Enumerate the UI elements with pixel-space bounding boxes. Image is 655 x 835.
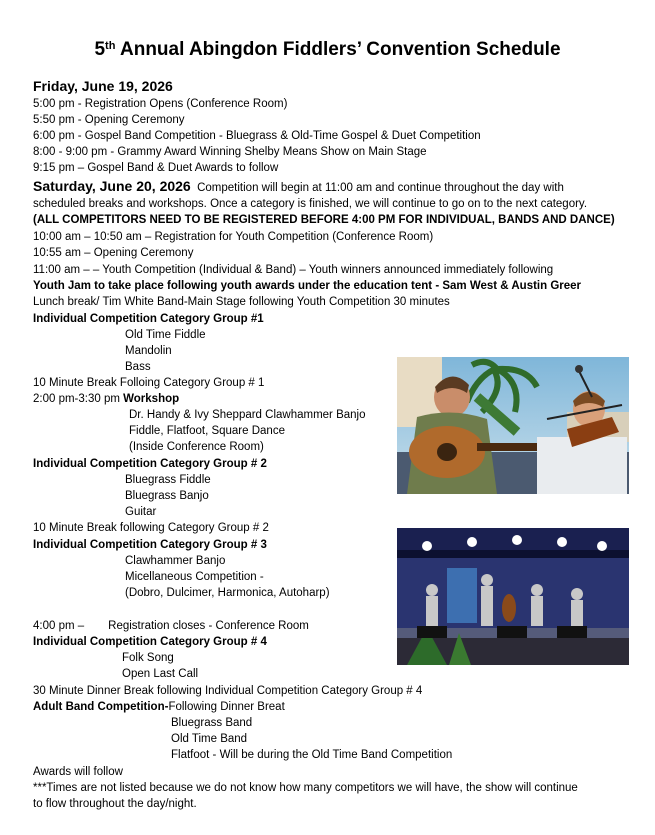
jam-session-photo (397, 357, 629, 494)
footnote-cont: to flow throughout the day/night. (33, 798, 197, 810)
group2-heading: Individual Competition Category Group # 2 (33, 458, 267, 470)
workshop-item: Dr. Handy & Ivy Sheppard Clawhammer Banjo (129, 409, 366, 421)
dinner-break: 30 Minute Dinner Break following Individual Competition Category Group # 4 (33, 685, 423, 697)
youth-competition: 11:00 am – – Youth Competition (Individual & Band) – Youth winners announced immediately following (33, 264, 554, 276)
friday-heading: Friday, June 19, 2026 (33, 78, 173, 94)
lunch-break: Lunch break/ Tim White Band-Main Stage following Youth Competition 30 minutes (33, 296, 450, 308)
saturday-intro: Competition will begin at 11:00 am and continue throughout the day with (197, 182, 564, 194)
group3-item: (Dobro, Dulcimer, Harmonica, Autoharp) (125, 587, 330, 599)
group1-heading: Individual Competition Category Group #1 (33, 313, 264, 325)
group3-heading: Individual Competition Category Group # 3 (33, 539, 267, 551)
group2-item: Bluegrass Fiddle (125, 474, 211, 486)
friday-item: 9:15 pm – Gospel Band & Duet Awards to follow (33, 162, 279, 174)
registration-closes: 4:00 pm – Registration closes - Conference Room (33, 620, 309, 632)
adult-band-line: Adult Band Competition-Following Dinner Breat (33, 701, 285, 713)
group1-item: Old Time Fiddle (125, 329, 206, 341)
group2-item: Bluegrass Banjo (125, 490, 209, 502)
adult-item: Bluegrass Band (171, 717, 253, 729)
group4-heading: Individual Competition Category Group # 4 (33, 636, 267, 648)
group2-item: Guitar (125, 506, 157, 518)
stage-performance-photo (397, 528, 629, 665)
group4-item: Folk Song (122, 652, 174, 664)
break-2: 10 Minute Break following Category Group # 2 (33, 522, 269, 534)
workshop-line: 2:00 pm-3:30 pm Workshop (33, 393, 180, 405)
friday-item: 5:50 pm - Opening Ceremony (33, 114, 185, 126)
adult-item: Old Time Band (171, 733, 248, 745)
saturday-intro-cont: scheduled breaks and workshops. Once a category is finished, we will continue to go on to the next category. (33, 198, 588, 210)
adult-item: Flatfoot - Will be during the Old Time Band Competition (171, 749, 453, 761)
friday-item: 8:00 - 9:00 pm - Grammy Award Winning Shelby Means Show on Main Stage (33, 146, 427, 158)
group3-item: Clawhammer Banjo (125, 555, 226, 567)
awards-line: Awards will follow (33, 766, 123, 778)
registration-notice: (ALL COMPETITORS NEED TO BE REGISTERED BEFORE 4:00 PM FOR INDIVIDUAL, BANDS AND DANCE) (33, 214, 615, 226)
group3-item: Micellaneous Competition - (125, 571, 264, 583)
footnote: ***Times are not listed because we do not know how many competitors we will have, the show will continue (33, 782, 578, 794)
group1-item: Mandolin (125, 345, 172, 357)
friday-item: 6:00 pm - Gospel Band Competition - Bluegrass & Old-Time Gospel & Duet Competition (33, 130, 481, 142)
youth-jam: Youth Jam to take place following youth awards under the education tent - Sam West & Austin Greer (33, 280, 582, 292)
youth-registration: 10:00 am – 10:50 am – Registration for Youth Competition (Conference Room) (33, 231, 434, 243)
saturday-heading: Saturday, June 20, 2026 (33, 178, 191, 194)
group4-item: Open Last Call (122, 668, 199, 680)
workshop-item: Fiddle, Flatfoot, Square Dance (129, 425, 285, 437)
page-title: 5th Annual Abingdon Fiddlers’ Convention Schedule (94, 39, 561, 60)
workshop-item: (Inside Conference Room) (129, 441, 264, 453)
opening-ceremony: 10:55 am – Opening Ceremony (33, 247, 194, 259)
friday-item: 5:00 pm - Registration Opens (Conference Room) (33, 98, 288, 110)
group1-item: Bass (125, 361, 151, 373)
break-1: 10 Minute Break Folloing Category Group # 1 (33, 377, 265, 389)
saturday-heading-line (33, 178, 564, 196)
